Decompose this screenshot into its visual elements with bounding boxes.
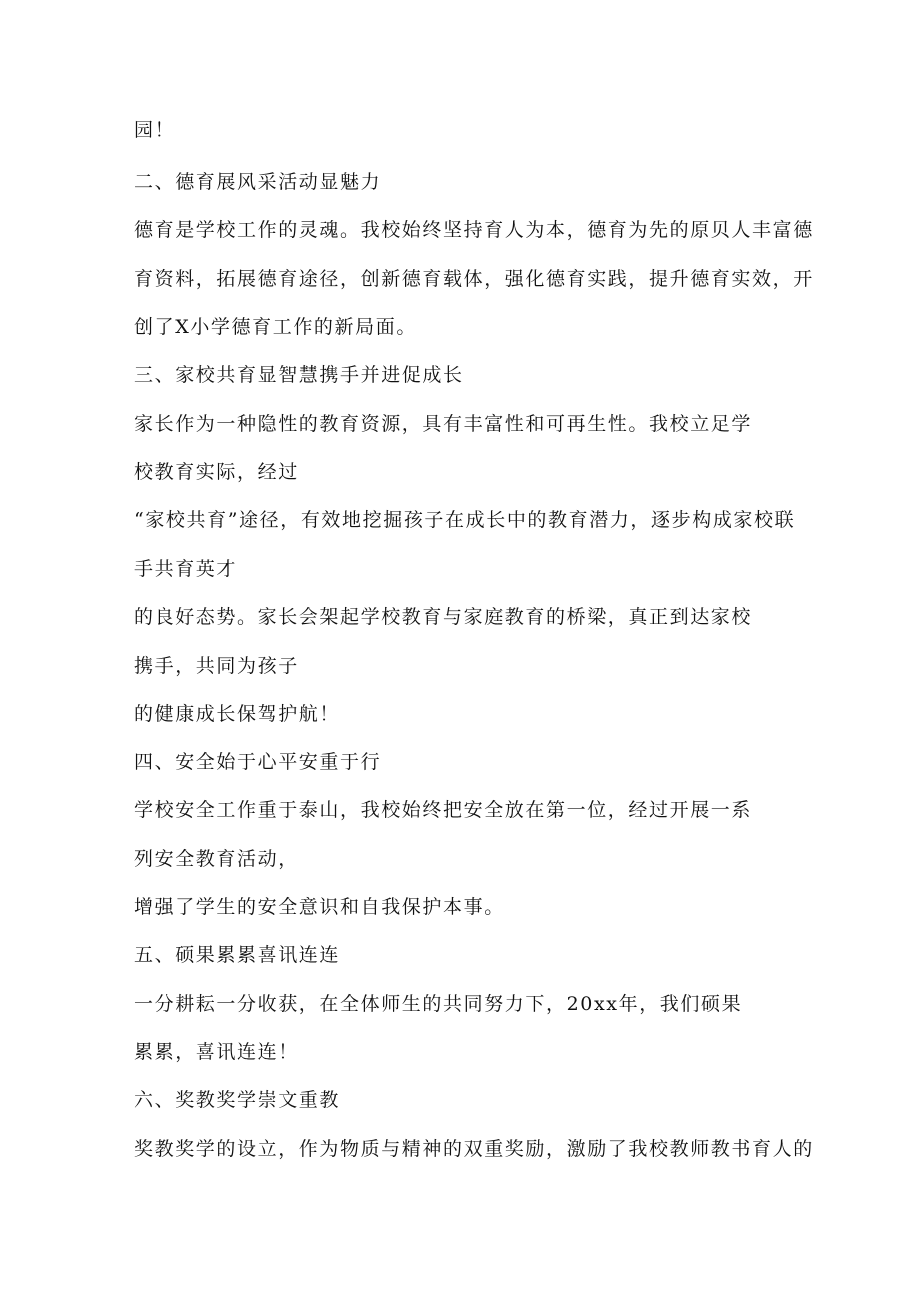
text-line: 手共育英才 bbox=[134, 558, 238, 580]
text-line: 列安全教育活动， bbox=[134, 848, 299, 870]
text-line: 德育是学校工作的灵魂。我校始终坚持育人为本，德育为先的原贝人丰富德 bbox=[134, 219, 814, 241]
section-heading: 六、奖教奖学崇文重教 bbox=[134, 1089, 341, 1111]
text-line: 一分耕耘一分收获，在全体师生的共同努力下，20xx年，我们硕果 bbox=[134, 993, 743, 1015]
text-line: 奖教奖学的设立，作为物质与精神的双重奖励，激励了我校教师教书育人的 bbox=[134, 1138, 814, 1160]
text-line: 学校安全工作重于泰山，我校始终把安全放在第一位，经过开展一系 bbox=[134, 799, 753, 821]
section-heading: 四、安全始于心平安重于行 bbox=[134, 751, 382, 773]
section-heading: 二、德育展风采活动显魅力 bbox=[134, 171, 382, 193]
text-line: 创了X小学德育工作的新局面。 bbox=[134, 316, 417, 338]
text-line: 家长作为一种隐性的教育资源，具有丰富性和可再生性。我校立足学 bbox=[134, 413, 753, 435]
text-line: 增强了学生的安全意识和自我保护本事。 bbox=[134, 896, 505, 918]
text-line: 园！ bbox=[134, 119, 176, 141]
text-line: “家校共育”途径，有效地挖掘孩子在成长中的教育潜力，逐步构成家校联 bbox=[134, 509, 796, 531]
text-line: 育资料，拓展德育途径，创新德育载体，强化德育实践，提升德育实效，开 bbox=[134, 268, 814, 290]
section-heading: 三、家校共育显智慧携手并进促成长 bbox=[134, 364, 464, 386]
text-line: 累累，喜讯连连！ bbox=[134, 1041, 299, 1063]
text-line: 的健康成长保驾护航！ bbox=[134, 703, 341, 725]
section-heading: 五、硕果累累喜讯连连 bbox=[134, 944, 341, 966]
text-line: 校教育实际，经过 bbox=[134, 461, 299, 483]
text-line: 携手，共同为孩子 bbox=[134, 655, 299, 677]
text-line: 的良好态势。家长会架起学校教育与家庭教育的桥梁，真正到达家校 bbox=[134, 606, 753, 628]
